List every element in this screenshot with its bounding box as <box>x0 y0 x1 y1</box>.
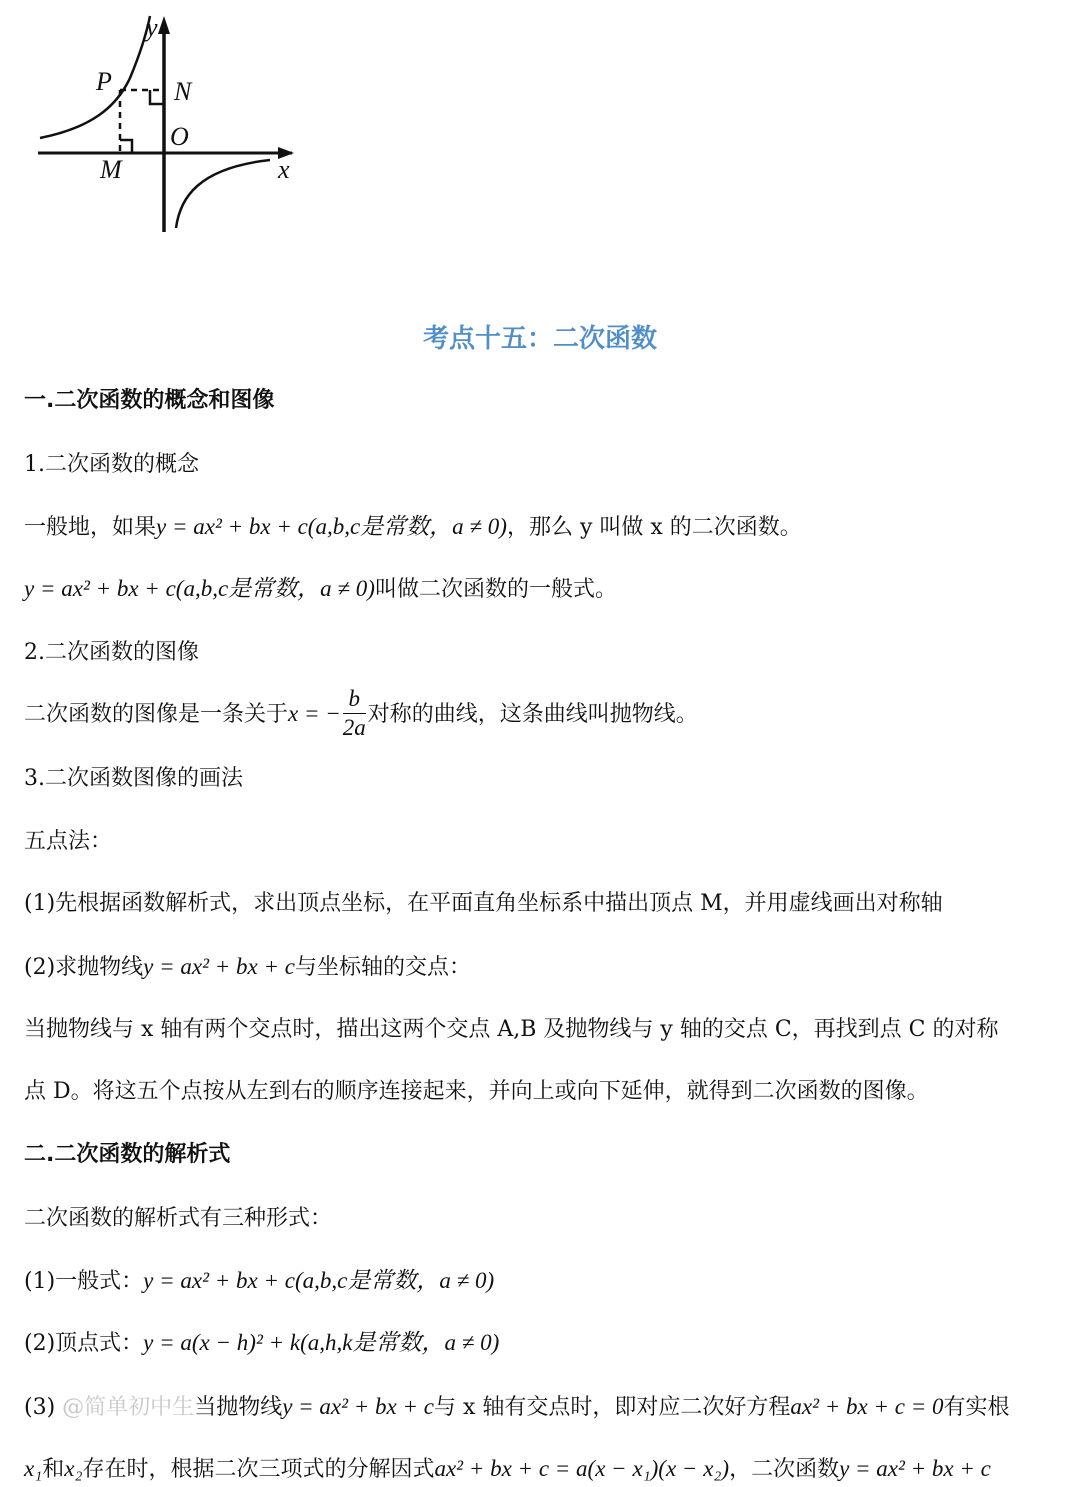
f4-and: 和 <box>42 1457 65 1482</box>
f4-formula2: y = ax² + bx + c <box>839 1456 991 1481</box>
p1-pre: 一般地，如果 <box>24 515 157 540</box>
label-n: N <box>174 77 192 106</box>
section1-p1 <box>24 512 1074 543</box>
f1-label: (1)一般式： <box>24 1269 144 1294</box>
f3-formula1: y = ax² + bx + c <box>282 1394 434 1419</box>
p3-formula-lhs: x = − <box>288 701 341 726</box>
section1-p2 <box>24 574 1074 605</box>
f4-x1: x₁ <box>24 1456 43 1481</box>
page-title: 考点十五：二次函数 <box>422 324 657 354</box>
right-angle-n <box>150 90 164 104</box>
p3-frac-den: 2a <box>342 714 366 740</box>
section1-p4: 五点法： <box>24 829 113 854</box>
section2-f3 <box>24 1392 1074 1423</box>
f4-text2: ，二次函数 <box>729 1457 840 1482</box>
watermark-text: @简单初中生 <box>62 1395 195 1420</box>
section2-f1 <box>24 1266 1074 1297</box>
p1-post: ，那么 y 叫做 x 的二次函数。 <box>506 515 802 540</box>
section1-p7: 当抛物线与 x 轴有两个交点时，描出这两个交点 A,B 及抛物线与 y 轴的交点 C，再找到点 C 的对称 <box>24 1017 999 1042</box>
f3-text2: 与 x 轴有交点时，即对应二次好方程 <box>434 1395 791 1420</box>
p2-formula: y = ax² + bx + c(a,b,c是常数，a ≠ 0) <box>24 576 375 601</box>
label-y: y <box>146 13 158 42</box>
f1-formula: y = ax² + bx + c(a,b,c是常数，a ≠ 0) <box>143 1268 495 1293</box>
hyperbola-left-branch <box>40 16 150 138</box>
f3-text3: 有实根 <box>943 1395 1010 1420</box>
f3-formula2: ax² + bx + c = 0 <box>790 1394 944 1419</box>
f4-text1: 存在时，根据二次三项式的分解因式 <box>82 1457 435 1482</box>
p3-pre: 二次函数的图像是一条关于 <box>24 702 289 727</box>
f3-label: (3) <box>24 1395 56 1420</box>
section2-title: 二.二次函数的解析式 <box>24 1142 231 1167</box>
section1-p3 <box>24 684 1074 745</box>
p3-post: 对称的曲线，这条曲线叫抛物线。 <box>367 702 698 727</box>
p1-formula: y = ax² + bx + c(a,b,c是常数，a ≠ 0) <box>156 514 507 539</box>
p3-fraction <box>343 685 366 742</box>
label-p: P <box>96 67 112 96</box>
label-o: O <box>170 122 189 151</box>
f3-text1: 当抛物线 <box>194 1395 283 1420</box>
f2-formula: y = a(x − h)² + k(a,h,k是常数，a ≠ 0) <box>143 1330 500 1355</box>
f2-label: (2)顶点式： <box>24 1331 144 1356</box>
right-angle-m <box>120 140 132 153</box>
section1-sub3: 3.二次函数图像的画法 <box>24 766 243 791</box>
y-axis-arrow <box>158 16 170 34</box>
hyperbola-right-branch <box>176 160 270 228</box>
p3-frac-num: b <box>343 685 366 714</box>
p6-post: 与坐标轴的交点： <box>294 955 471 980</box>
label-m: M <box>100 155 122 184</box>
section1-p8: 点 D。将这五个点按从左到右的顺序连接起来，并向上或向下延伸，就得到二次函数的图像。 <box>24 1079 929 1104</box>
p2-post: 叫做二次函数的一般式。 <box>374 577 617 602</box>
section2-f2 <box>24 1328 1074 1359</box>
section2-f4 <box>24 1454 1074 1485</box>
section2-p1: 二次函数的解析式有三种形式： <box>24 1206 333 1231</box>
section1-p6 <box>24 952 1074 983</box>
f4-formula: ax² + bx + c = a(x − x₁)(x − x₂) <box>434 1456 730 1481</box>
f4-x2: x₂ <box>64 1456 83 1481</box>
section1-p5: (1)先根据函数解析式，求出顶点坐标，在平面直角坐标系中描出顶点 M，并用虚线画出对称轴 <box>24 891 943 916</box>
section1-sub2: 2.二次函数的图像 <box>24 640 199 665</box>
p6-formula: y = ax² + bx + c <box>143 954 295 979</box>
section1-title: 一.二次函数的概念和图像 <box>24 388 275 413</box>
p6-pre: (2)求抛物线 <box>24 955 144 980</box>
section1-sub1: 1.二次函数的概念 <box>24 452 199 477</box>
hyperbola-figure <box>30 8 310 240</box>
label-x: x <box>278 155 290 184</box>
